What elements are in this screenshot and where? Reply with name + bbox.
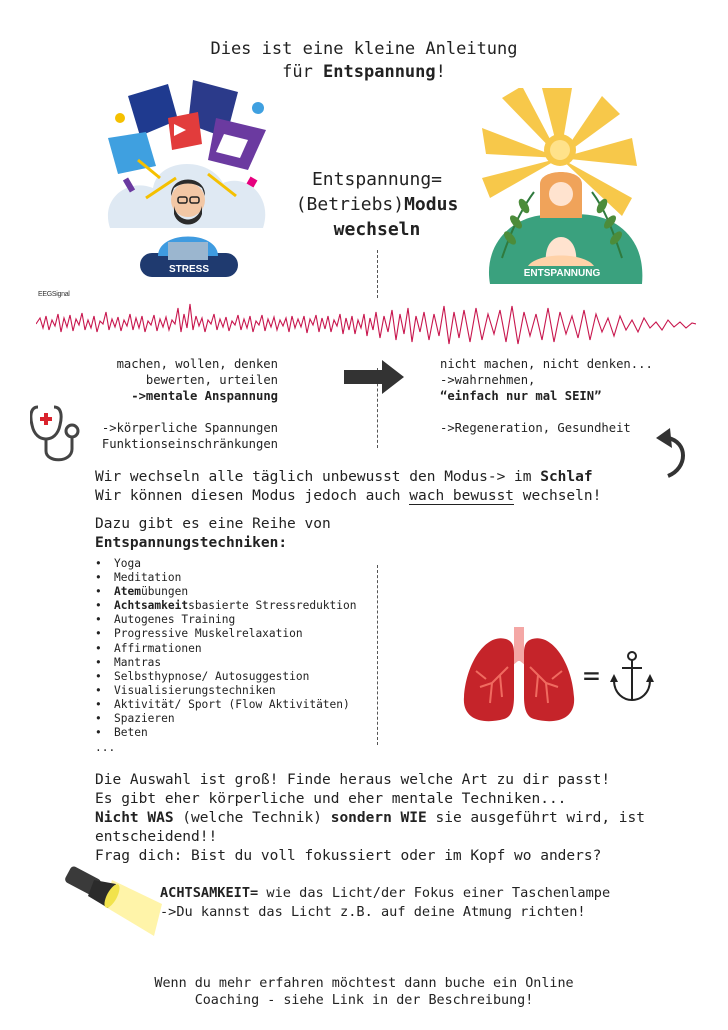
techniques-intro-line-1: Dazu gibt es eine Reihe von [95, 516, 331, 532]
divider-top [377, 250, 378, 298]
more-line-3 [95, 809, 645, 828]
techniques-list [95, 557, 356, 740]
divider-bottom [377, 565, 378, 745]
sleep-line-1-bold: Schlaf [540, 469, 593, 485]
sleep-line-2-pre: Wir können diesen Modus jedoch auch [95, 488, 410, 504]
center-line-2-pre: (Betriebs) [295, 194, 405, 215]
center-line-3-bold: wechseln [333, 219, 421, 240]
sleep-line-1 [95, 468, 601, 487]
torch-line-1 [160, 884, 610, 903]
left-line-3 [60, 388, 278, 404]
title-line-2-post: ! [435, 62, 446, 82]
torch-line-2: ->Du kannst das Licht z.B. auf deine Atmung richten! [160, 904, 586, 920]
eeg-label: EEGSignal [38, 291, 70, 298]
list-item: • Aktivität/ Sport (Flow Aktivitäten) [95, 698, 356, 712]
techniques-intro-line-2 [95, 534, 331, 553]
left-description-2 [60, 420, 278, 452]
left-line-5: Funktionseinschränkungen [101, 437, 278, 451]
more-line-3-bold-1: Nicht WAS [95, 810, 174, 826]
list-item: • Affirmationen [95, 642, 356, 656]
arrow-right-icon [344, 360, 406, 394]
right-line-4: ->Regeneration, Gesundheit [440, 421, 631, 435]
techniques-intro [95, 515, 331, 553]
eeg-signal [36, 294, 696, 356]
flashlight-icon [64, 866, 162, 936]
center-line-2 [282, 192, 472, 217]
more-line-1: Die Auswahl ist groß! Finde heraus welche Art zu dir passt! [95, 772, 611, 788]
stress-illustration [98, 78, 278, 283]
list-item: • Spazieren [95, 712, 356, 726]
title-line-2-bold: Entspannung [323, 62, 436, 82]
more-line-3-post: sie ausgeführt wird, ist [426, 810, 645, 826]
list-item: • Visualisierungstechniken [95, 684, 356, 698]
right-description-2 [440, 420, 690, 436]
right-description [440, 356, 690, 404]
list-item: • Selbsthypnose/ Autosuggestion [95, 670, 356, 684]
equals-sign: = [583, 659, 600, 692]
list-item: • Achtsamkeitsbasierte Stressreduktion [95, 599, 356, 613]
footer-line-2: Coaching - siehe Link in der Beschreibung! [194, 993, 534, 1008]
list-item: • Yoga [95, 557, 356, 571]
footer [0, 975, 728, 1009]
right-line-3 [440, 388, 690, 404]
torch-line-1-bold: ACHTSAMKEIT= [160, 885, 259, 901]
stethoscope-icon [30, 403, 86, 467]
list-item: • Atemübungen [95, 585, 356, 599]
torch-line-1-post: wie das Licht/der Fokus einer Taschenlampe [258, 885, 611, 901]
right-line-1: nicht machen, nicht denken... [440, 357, 653, 371]
list-item: • Meditation [95, 571, 356, 585]
stress-label: STRESS [168, 264, 210, 275]
more-line-5: Frag dich: Bist du voll fokussiert oder im Kopf wo anders? [95, 848, 602, 864]
center-line-1: Entspannung= [311, 169, 443, 190]
list-item: • Progressive Muskelrelaxation [95, 627, 356, 641]
title-line-2-pre: für [282, 62, 324, 82]
more-line-3-mid: (welche Technik) [173, 810, 331, 826]
list-item: • Beten [95, 726, 356, 740]
relax-illustration [482, 88, 652, 284]
sleep-line-2 [95, 487, 601, 506]
center-line-3 [282, 217, 472, 242]
left-line-4: ->körperliche Spannungen [101, 421, 278, 435]
relax-label: ENTSPANNUNG [523, 268, 601, 279]
left-description [60, 356, 278, 404]
techniques-intro-line-2-bold: Entspannungstechniken: [95, 535, 288, 551]
curved-arrow-icon [654, 428, 688, 480]
lungs-icon [462, 627, 576, 725]
anchor-icon [610, 650, 654, 704]
right-line-2: ->wahrnehmen, [440, 373, 536, 387]
footer-line-1: Wenn du mehr erfahren möchtest dann buche ein Online [154, 976, 574, 991]
sleep-line-2-post: wechseln! [514, 488, 602, 504]
mindfulness-paragraph [160, 884, 610, 922]
list-item: • Autogenes Training [95, 613, 356, 627]
sleep-line-2-underline: wach bewusst [409, 488, 515, 504]
more-line-4: entscheidend!! [95, 829, 218, 845]
more-line-3-bold-2: sondern WIE [330, 810, 427, 826]
more-line-2: Es gibt eher körperliche und eher mentale Techniken... [95, 791, 567, 807]
center-equation [282, 167, 472, 242]
center-line-2-bold: Modus [404, 194, 459, 215]
left-line-2: bewerten, urteilen [145, 373, 278, 387]
techniques-ellipsis: ... [95, 741, 116, 754]
left-line-1: machen, wollen, denken [116, 357, 278, 371]
title-line-1: Dies ist eine kleine Anleitung [210, 39, 518, 59]
sleep-line-1-pre: Wir wechseln alle täglich unbewusst den Modus-> im [95, 469, 541, 485]
left-line-3-bold: ->mentale Anspannung [131, 389, 278, 403]
list-item: • Mantras [95, 656, 356, 670]
more-paragraph [95, 771, 645, 866]
right-line-3-bold: “einfach nur mal SEIN” [440, 389, 602, 403]
sleep-paragraph [95, 468, 601, 506]
